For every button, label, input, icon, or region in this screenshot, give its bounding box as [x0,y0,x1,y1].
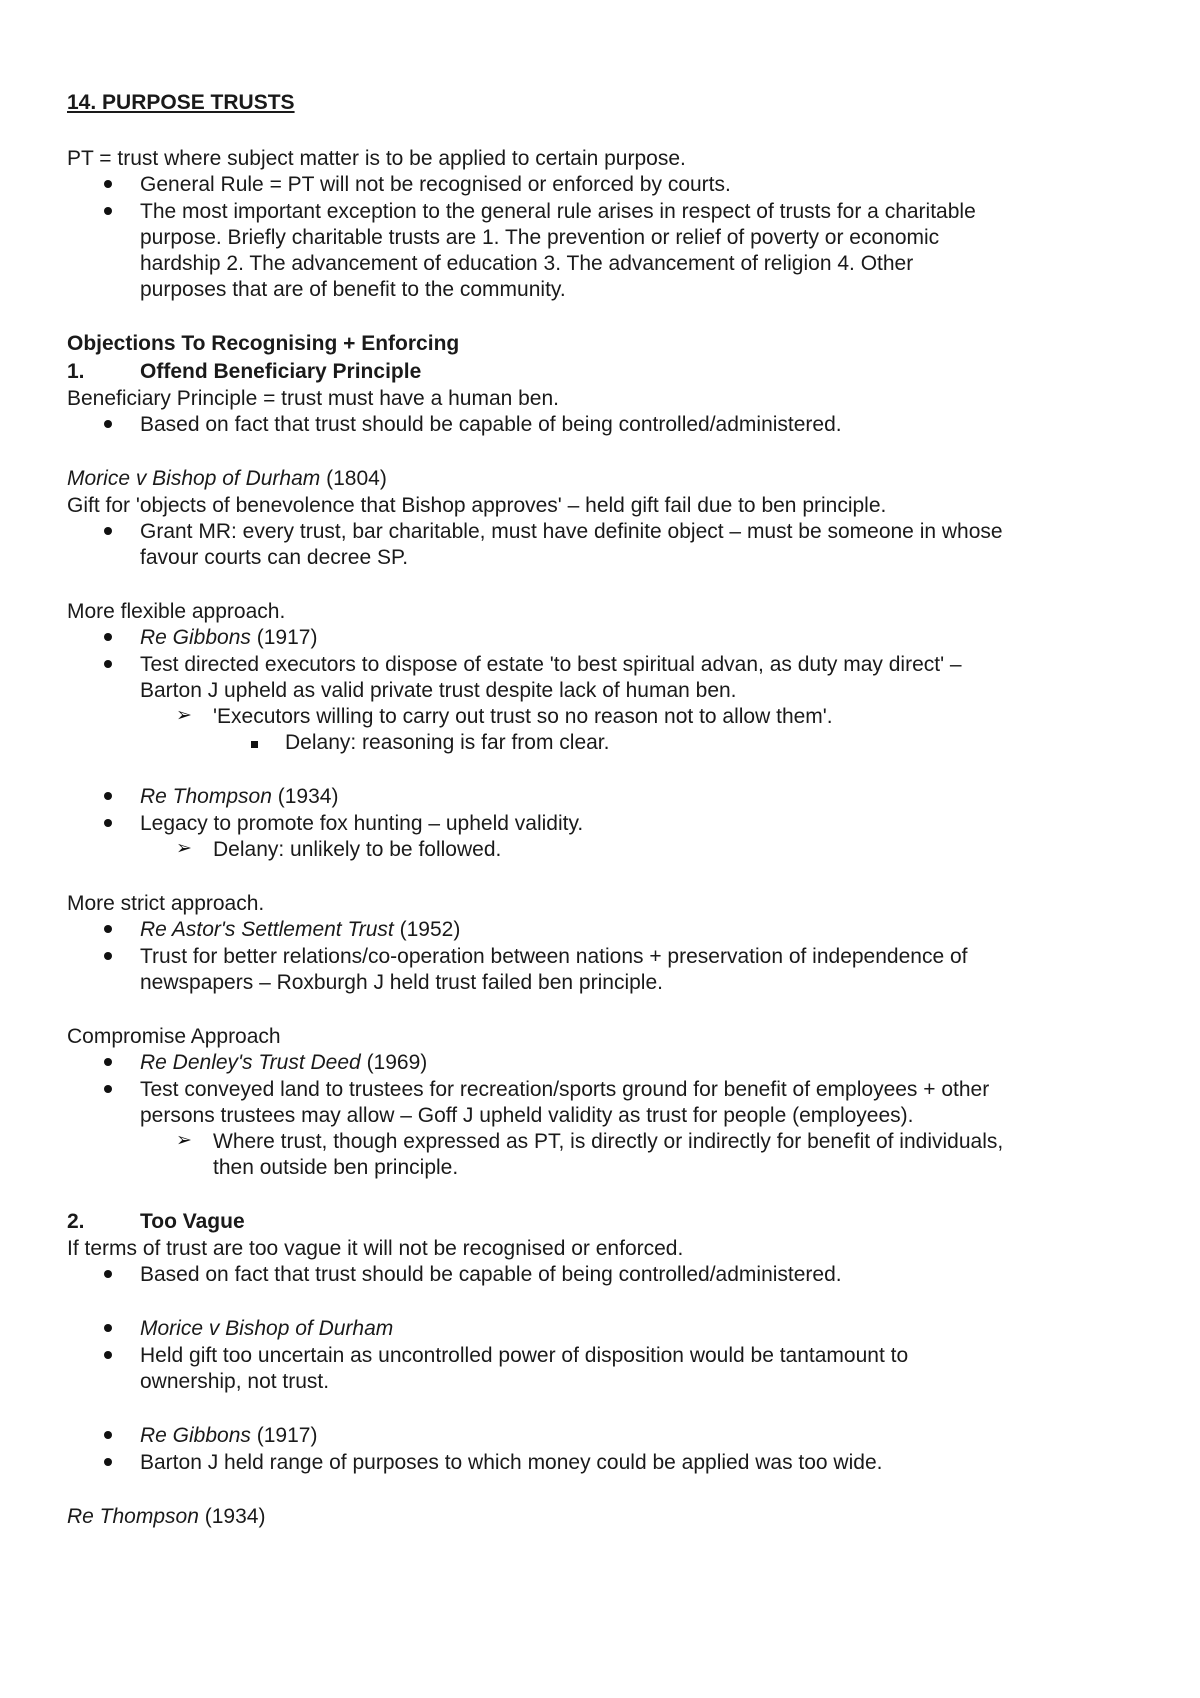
list-item-continued: newspapers – Roxburgh J held trust failed ben principle. [140,971,663,994]
list-item-continued: purposes that are of benefit to the community. [140,278,566,301]
case-name: Morice v Bishop of Durham [67,467,321,490]
case-citation [67,466,387,492]
list-item-continued: ownership, not trust. [140,1370,330,1393]
page-title: 14. PURPOSE TRUSTS [67,91,295,114]
approach-label: More strict approach. [67,892,265,915]
list-item: Based on fact that trust should be capable of being controlled/administered. [140,1263,842,1286]
sub-list-item: Where trust, though expressed as PT, is directly or indirectly for benefit of individuals, [213,1130,1004,1153]
case-citation [140,784,338,810]
list-item: Based on fact that trust should be capable of being controlled/administered. [140,413,842,436]
definition-text: PT = trust where subject matter is to be applied to certain purpose. [67,147,686,170]
case-year: (1804) [326,467,387,490]
case-year: (1917) [256,1424,318,1447]
arrow-bullet-icon: ➢ [176,1130,192,1151]
subsection-heading [67,359,421,385]
case-year: (1917) [256,626,318,649]
bullet-icon [104,1458,112,1466]
list-item-continued: purpose. Briefly charitable trusts are 1. The prevention or relief of poverty or economic [140,226,940,249]
case-citation [140,1423,317,1449]
approach-label: Compromise Approach [67,1025,281,1048]
list-item: Test directed executors to dispose of estate 'to best spiritual advan, as duty may direct' – [140,653,962,676]
bullet-icon [104,1351,112,1359]
list-item-continued: hardship 2. The advancement of education 3. The advancement of religion 4. Other [140,252,914,275]
subsection-number: 2. [67,1210,85,1233]
list-item: Legacy to promote fox hunting – upheld validity. [140,812,584,835]
bullet-icon [104,952,112,960]
case-citation [67,1504,265,1530]
bullet-icon [104,180,112,188]
bullet-icon [104,925,112,933]
bullet-icon [104,660,112,668]
bullet-icon [104,1085,112,1093]
list-item: Test conveyed land to trustees for recreation/sports ground for benefit of employees + other [140,1078,990,1101]
bullet-icon [104,1431,112,1439]
list-item: The most important exception to the general rule arises in respect of trusts for a charitable [140,200,976,223]
bullet-icon [104,1270,112,1278]
case-summary: Gift for 'objects of benevolence that Bishop approves' – held gift fail due to ben principle. [67,494,887,517]
list-item: Barton J held range of purposes to which money could be applied was too wide. [140,1451,883,1474]
case-citation [140,1050,427,1076]
case-year: (1934) [204,1505,266,1528]
case-citation [140,917,460,943]
bullet-icon [104,527,112,535]
arrow-bullet-icon: ➢ [176,705,192,726]
section-heading: Objections To Recognising + Enforcing [67,332,460,355]
bullet-icon [104,1324,112,1332]
list-item: Held gift too uncertain as uncontrolled power of disposition would be tantamount to [140,1344,909,1367]
case-name: Re Thompson [67,1505,199,1528]
sub-list-item: Delany: unlikely to be followed. [213,838,502,861]
sub-list-item-continued: then outside ben principle. [213,1156,459,1179]
sub-list-item: 'Executors willing to carry out trust so no reason not to allow them'. [213,705,833,728]
bullet-icon [104,1058,112,1066]
case-citation [140,625,317,651]
definition-text: If terms of trust are too vague it will not be recognised or enforced. [67,1237,684,1260]
case-year: (1969) [366,1051,428,1074]
subsection-number: 1. [67,360,85,383]
case-name: Re Denley's Trust Deed [140,1051,361,1074]
sub-sub-list-item: Delany: reasoning is far from clear. [285,731,610,754]
case-name: Re Thompson [140,785,272,808]
case-name: Re Gibbons [140,1424,251,1447]
bullet-icon [104,819,112,827]
case-name: Re Astor's Settlement Trust [140,918,394,941]
subsection-heading [67,1209,245,1235]
list-item: Grant MR: every trust, bar charitable, must have definite object – must be someone in whose [140,520,1003,543]
definition-text: Beneficiary Principle = trust must have a human ben. [67,387,560,410]
case-year: (1952) [399,918,461,941]
list-item-continued: favour courts can decree SP. [140,546,409,569]
list-item-continued: persons trustees may allow – Goff J upheld validity as trust for people (employees). [140,1104,914,1127]
case-year: (1934) [277,785,339,808]
approach-label: More flexible approach. [67,600,286,623]
list-item-continued: Barton J upheld as valid private trust despite lack of human ben. [140,679,737,702]
subsection-title: Offend Beneficiary Principle [140,360,422,383]
case-name: Morice v Bishop of Durham [140,1317,394,1340]
bullet-icon [104,792,112,800]
bullet-icon [104,633,112,641]
bullet-icon [104,207,112,215]
square-bullet-icon [251,741,258,748]
arrow-bullet-icon: ➢ [176,838,192,859]
subsection-title: Too Vague [140,1210,245,1233]
bullet-icon [104,420,112,428]
case-name: Re Gibbons [140,626,251,649]
list-item: Trust for better relations/co-operation between nations + preservation of independence of [140,945,968,968]
list-item: General Rule = PT will not be recognised or enforced by courts. [140,173,731,196]
